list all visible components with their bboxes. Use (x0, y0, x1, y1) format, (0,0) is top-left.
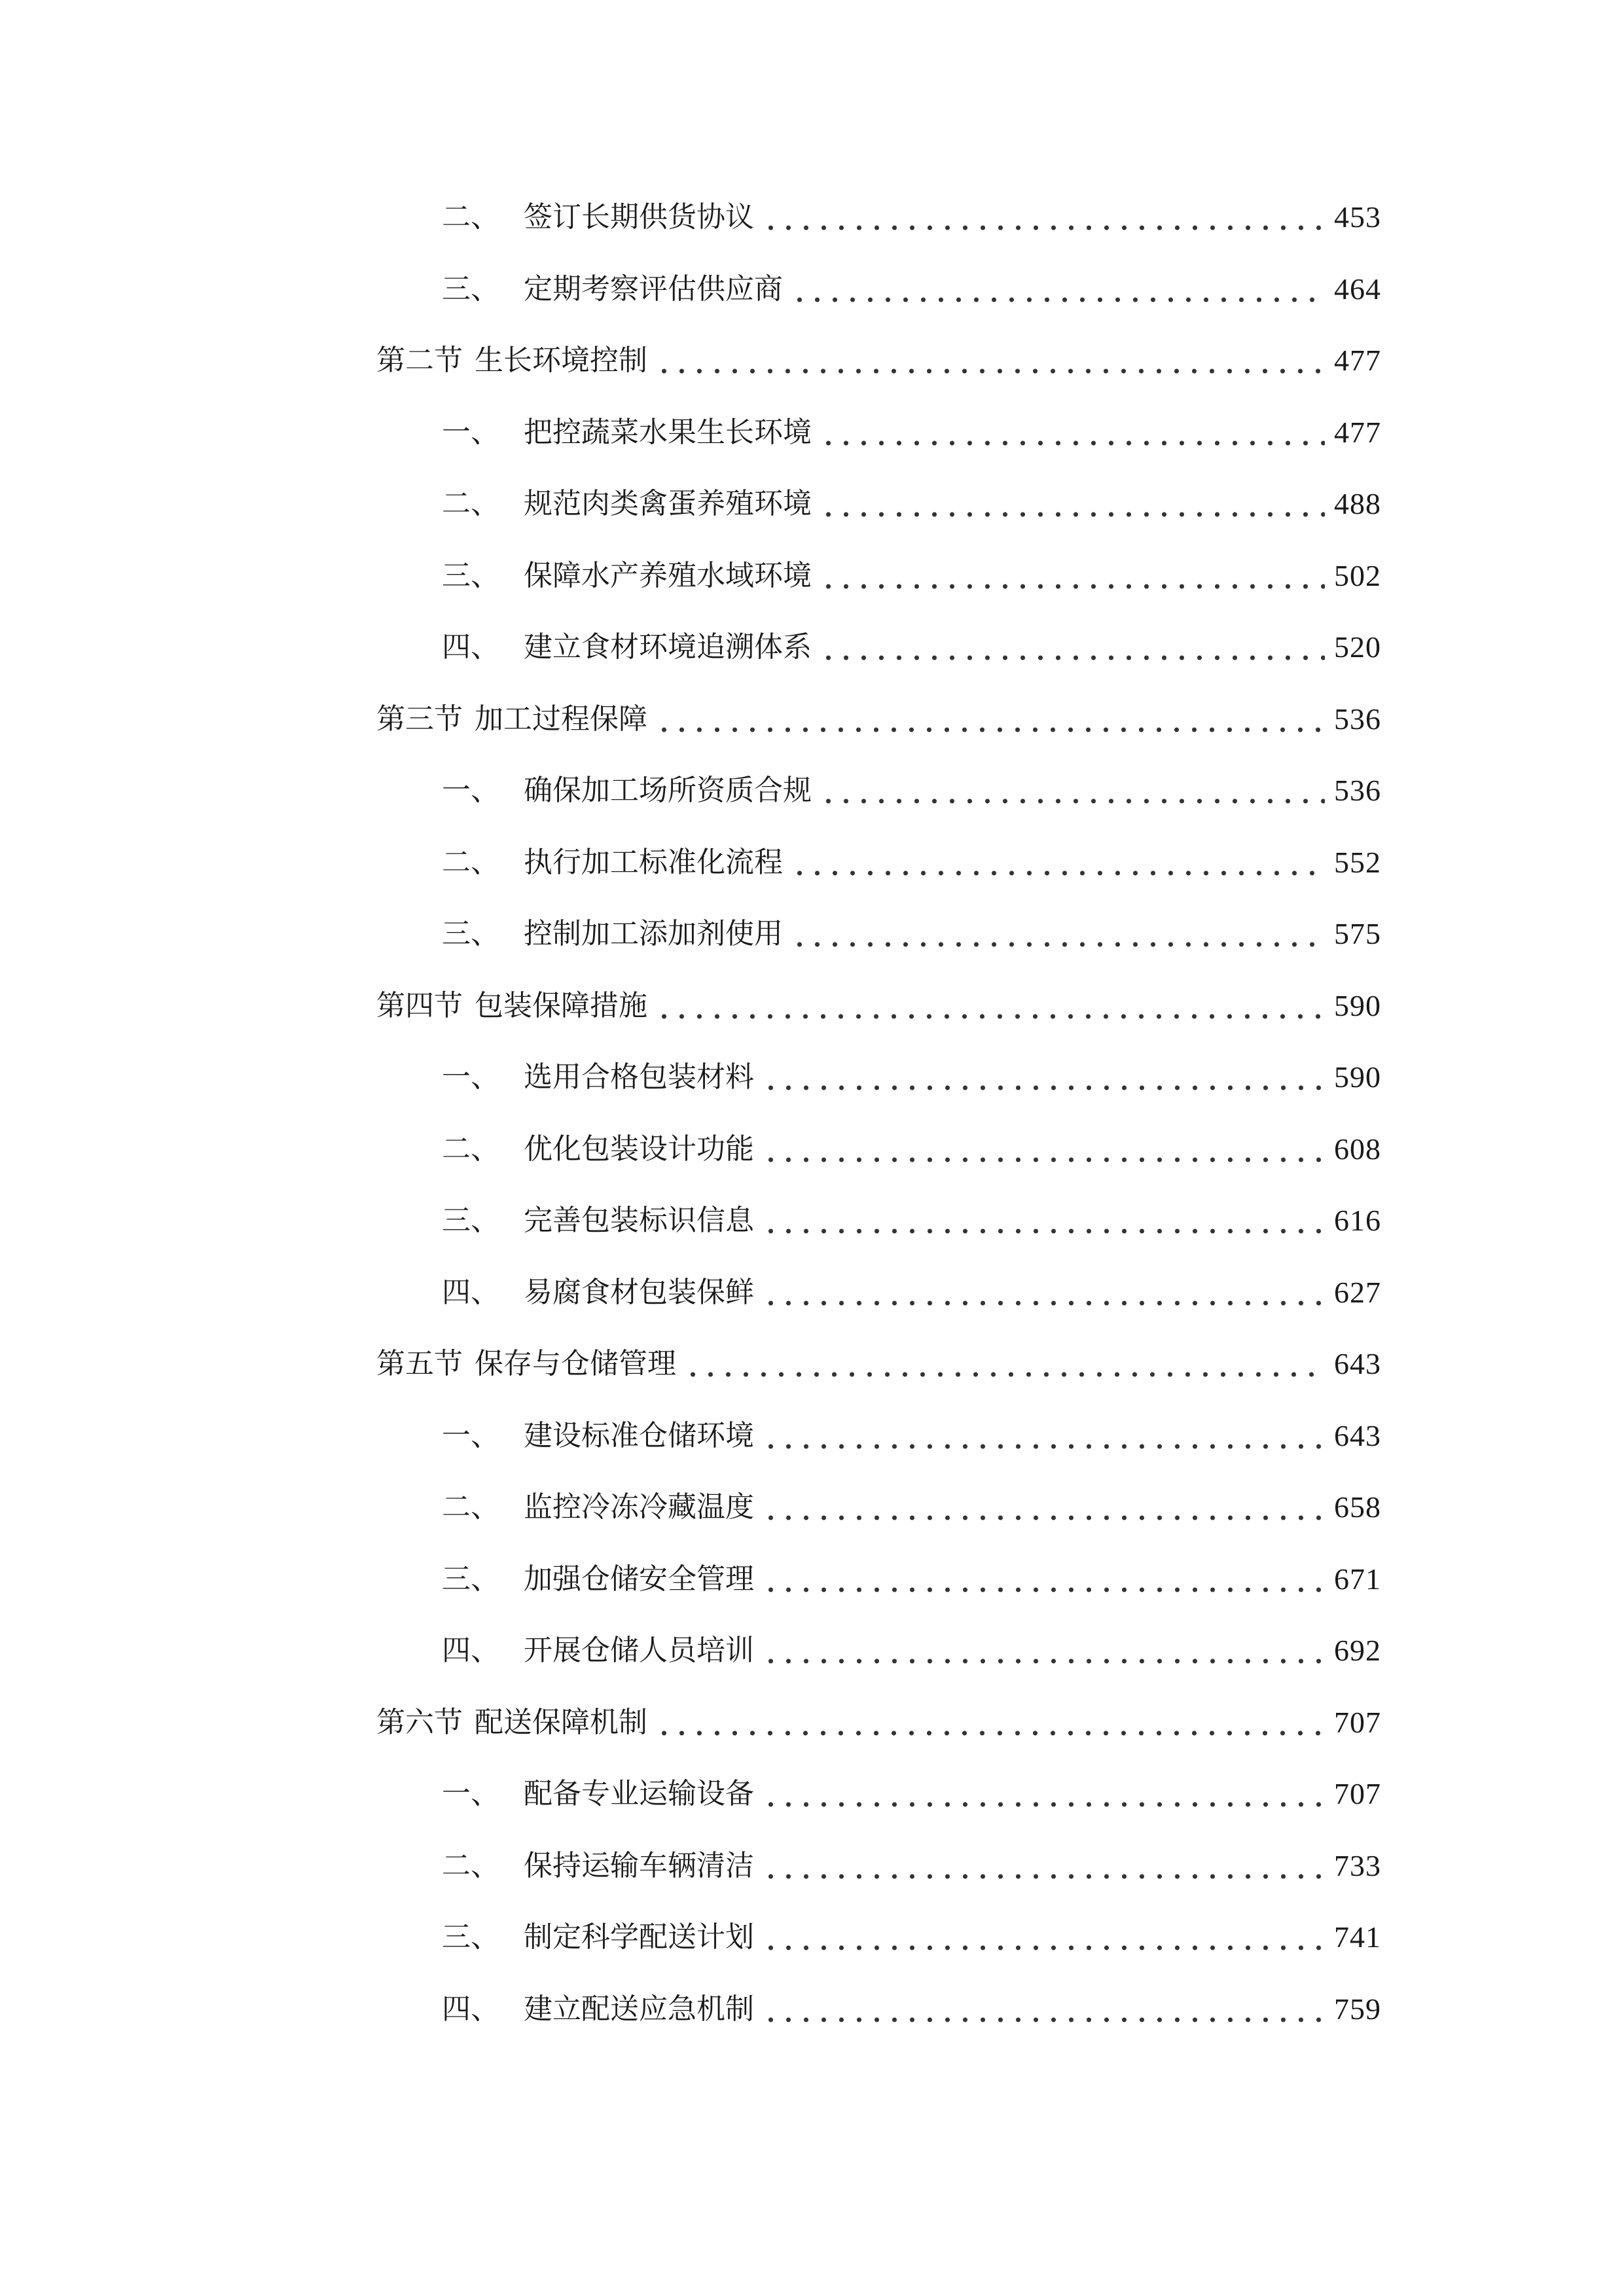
dot-leader (820, 764, 1325, 817)
toc-section-number: 第五节 (376, 1347, 463, 1380)
toc-entry-title: 执行加工标准化流程 (524, 846, 783, 879)
toc-entry-title: 制定科学配送计划 (524, 1920, 754, 1954)
toc-entry-title: 把控蔬菜水果生长环境 (524, 416, 812, 449)
dot-leader (762, 1911, 1325, 1964)
toc-section[interactable] (376, 334, 1381, 387)
dot-leader (655, 693, 1325, 745)
toc-entry-title: 加强仓储安全管理 (524, 1562, 754, 1596)
toc-entry-number: 四、 (442, 1634, 499, 1667)
toc-entry-page: 741 (1334, 1920, 1381, 1954)
toc-entry-page: 477 (1334, 416, 1381, 449)
toc-section-number: 第三节 (376, 702, 463, 736)
toc-entry[interactable] (442, 1051, 1381, 1103)
toc-entry-page: 658 (1334, 1490, 1381, 1524)
dot-leader (791, 263, 1325, 315)
toc-entry-page: 536 (1334, 774, 1381, 807)
toc-entry[interactable] (442, 191, 1381, 243)
toc-entry[interactable] (442, 263, 1381, 315)
toc-entry-page: 643 (1334, 1419, 1381, 1452)
dot-leader (762, 1481, 1325, 1534)
toc-entry-number: 二、 (442, 846, 499, 879)
toc-entry-page: 552 (1334, 846, 1381, 879)
dot-leader (820, 406, 1325, 459)
toc-section[interactable] (376, 1338, 1381, 1390)
toc-entry-page: 759 (1334, 1992, 1381, 2026)
toc-entry[interactable] (442, 764, 1381, 817)
dot-leader (762, 1194, 1325, 1247)
toc-entry-page: 575 (1334, 917, 1381, 950)
toc-entry-number: 四、 (442, 1992, 499, 2026)
toc-entry-page: 464 (1334, 272, 1381, 306)
dot-leader (655, 1696, 1325, 1749)
toc-entry[interactable] (442, 478, 1381, 530)
toc-entry-number: 一、 (442, 1419, 499, 1452)
toc-entry-title: 开展仓储人员培训 (524, 1634, 754, 1667)
toc-section[interactable] (376, 1696, 1381, 1749)
toc-entry-title: 监控冷冻冷藏温度 (524, 1490, 754, 1524)
toc-entry[interactable] (442, 1768, 1381, 1820)
toc-entry-page: 627 (1334, 1276, 1381, 1309)
toc-entry[interactable] (442, 1194, 1381, 1247)
toc-section-page: 643 (1334, 1347, 1381, 1380)
toc-entry-title: 易腐食材包装保鲜 (524, 1276, 754, 1309)
dot-leader (762, 1768, 1325, 1820)
toc-section-page: 477 (1334, 344, 1381, 377)
toc-entry-number: 二、 (442, 1849, 499, 1882)
dot-leader (762, 1983, 1325, 2036)
toc-section[interactable] (376, 980, 1381, 1032)
toc-entry[interactable] (442, 1983, 1381, 2036)
toc-entry-title: 选用合格包装材料 (524, 1060, 754, 1094)
toc-entry-page: 671 (1334, 1562, 1381, 1596)
toc-entry[interactable] (442, 1410, 1381, 1462)
toc-section-number: 第六节 (376, 1706, 463, 1739)
toc-section-title: 生长环境控制 (475, 344, 647, 377)
dot-leader (655, 980, 1325, 1032)
toc-entry-number: 一、 (442, 416, 499, 449)
toc-entry-number: 三、 (442, 272, 499, 306)
toc-entry[interactable] (442, 908, 1381, 960)
toc-entry-number: 二、 (442, 1490, 499, 1524)
toc-entry-title: 保障水产养殖水域环境 (524, 559, 812, 592)
toc-entry-number: 一、 (442, 1060, 499, 1094)
toc-section-page: 707 (1334, 1706, 1381, 1739)
toc-entry[interactable] (442, 621, 1381, 673)
dot-leader (762, 1553, 1325, 1605)
toc-entry-title: 建立食材环境追溯体系 (524, 630, 812, 664)
toc-entry-title: 控制加工添加剂使用 (524, 917, 783, 950)
toc-entry-title: 定期考察评估供应商 (524, 272, 783, 306)
toc-entry-number: 一、 (442, 1777, 499, 1810)
toc-entry-number: 一、 (442, 774, 499, 807)
toc-entry-title: 保持运输车辆清洁 (524, 1849, 754, 1882)
toc-entry-title: 建立配送应急机制 (524, 1992, 754, 2026)
toc-entry[interactable] (442, 836, 1381, 889)
toc-entry-number: 二、 (442, 1132, 499, 1166)
dot-leader (762, 1410, 1325, 1462)
toc-entry-title: 签订长期供货协议 (524, 200, 754, 234)
toc-section-page: 590 (1334, 989, 1381, 1022)
toc-entry-page: 616 (1334, 1204, 1381, 1237)
toc-entry[interactable] (442, 406, 1381, 459)
toc-entry-number: 三、 (442, 559, 499, 592)
toc-entry-number: 三、 (442, 1204, 499, 1237)
toc-entry-page: 488 (1334, 487, 1381, 520)
toc-entry-number: 二、 (442, 487, 499, 520)
toc-entry-page: 520 (1334, 630, 1381, 664)
toc-entry-number: 四、 (442, 630, 499, 664)
toc-entry-title: 规范肉类禽蛋养殖环境 (524, 487, 812, 520)
toc-entry-number: 四、 (442, 1276, 499, 1309)
toc-entry-page: 590 (1334, 1060, 1381, 1094)
toc-entry-page: 608 (1334, 1132, 1381, 1166)
toc-entry-page: 707 (1334, 1777, 1381, 1810)
dot-leader (684, 1338, 1325, 1390)
dot-leader (820, 478, 1325, 530)
dot-leader (820, 621, 1325, 673)
toc-entry[interactable] (442, 1911, 1381, 1964)
dot-leader (762, 191, 1325, 243)
dot-leader (762, 1624, 1325, 1677)
toc-entry-page: 733 (1334, 1849, 1381, 1882)
toc-section-title: 包装保障措施 (475, 989, 647, 1022)
toc-section-title: 保存与仓储管理 (475, 1347, 676, 1380)
toc-section-number: 第四节 (376, 989, 463, 1022)
toc-entry[interactable] (442, 550, 1381, 602)
toc-entry[interactable] (442, 1553, 1381, 1605)
dot-leader (820, 550, 1325, 602)
toc-entry[interactable] (442, 1266, 1381, 1319)
dot-leader (762, 1840, 1325, 1892)
toc-entry-number: 三、 (442, 1562, 499, 1596)
dot-leader (762, 1051, 1325, 1103)
dot-leader (762, 1266, 1325, 1319)
toc-entry-page: 692 (1334, 1634, 1381, 1667)
toc-entry[interactable] (442, 1123, 1381, 1175)
dot-leader (655, 334, 1325, 387)
toc-entry-page: 502 (1334, 559, 1381, 592)
dot-leader (762, 1123, 1325, 1175)
toc-entry-title: 建设标准仓储环境 (524, 1419, 754, 1452)
toc-entry[interactable] (442, 1840, 1381, 1892)
toc-entry-page: 453 (1334, 200, 1381, 234)
dot-leader (791, 908, 1325, 960)
toc-entry-title: 优化包装设计功能 (524, 1132, 754, 1166)
toc-entry[interactable] (442, 1481, 1381, 1534)
toc-entry[interactable] (442, 1624, 1381, 1677)
toc-section-title: 配送保障机制 (475, 1706, 647, 1739)
toc-entry-title: 完善包装标识信息 (524, 1204, 754, 1237)
toc-entry-title: 确保加工场所资质合规 (524, 774, 812, 807)
dot-leader (791, 836, 1325, 889)
toc-entry-title: 配备专业运输设备 (524, 1777, 754, 1810)
toc-entry-number: 三、 (442, 917, 499, 950)
toc-section[interactable] (376, 693, 1381, 745)
toc-section-page: 536 (1334, 702, 1381, 736)
toc-entry-number: 二、 (442, 200, 499, 234)
toc-section-title: 加工过程保障 (475, 702, 647, 736)
toc-section-number: 第二节 (376, 344, 463, 377)
toc-entry-number: 三、 (442, 1920, 499, 1954)
